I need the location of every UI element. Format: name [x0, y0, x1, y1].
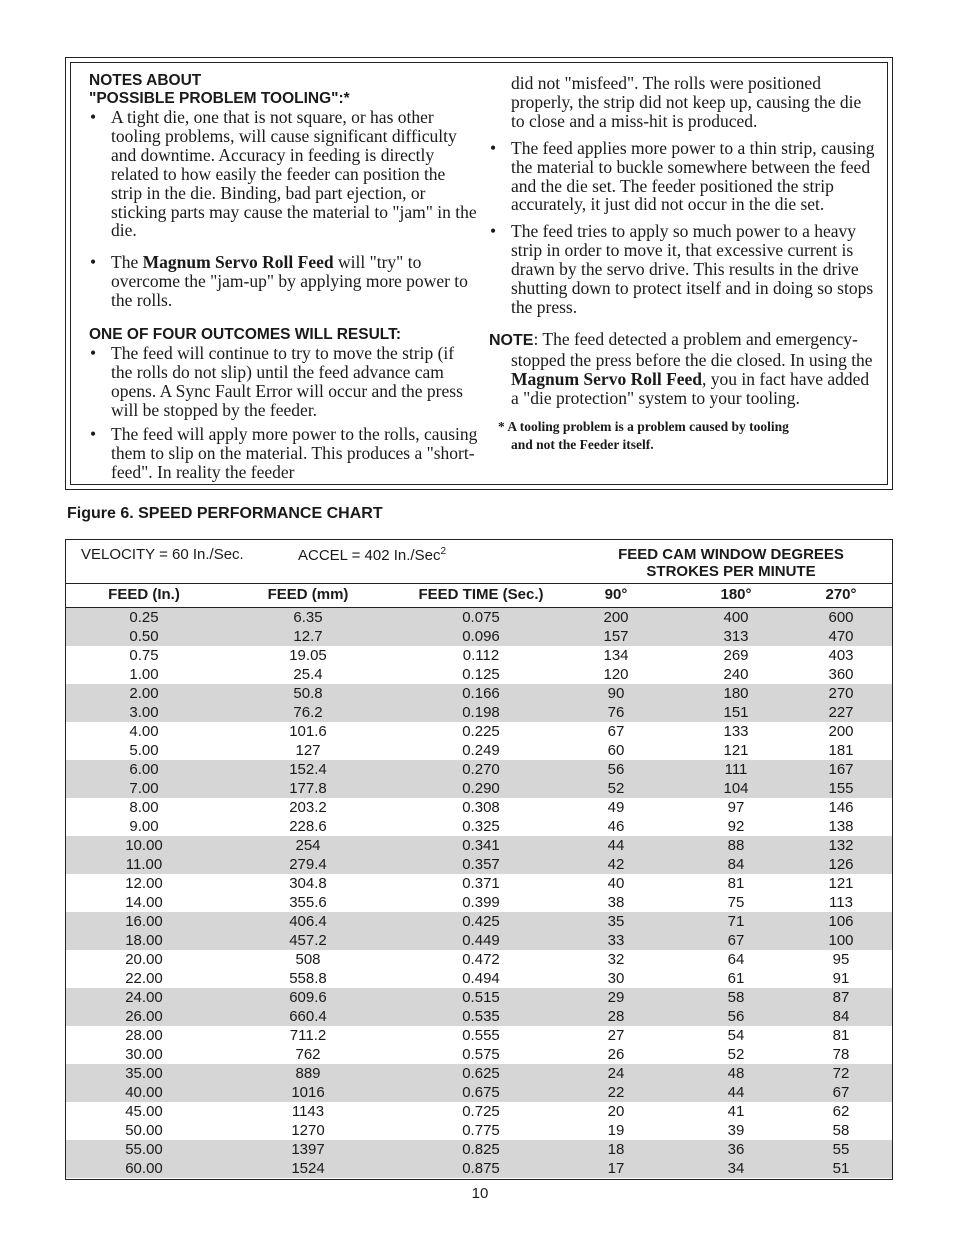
table-top-header — [66, 540, 892, 584]
note-paragraph — [489, 330, 875, 408]
table-cell: 111 — [724, 761, 748, 778]
note-rest — [489, 351, 875, 408]
bullet-text: A tight die, one that is not square, or has other tooling problems, will cause significant difficulty and downtime. Accuracy in feeding is directly related to how easily the feeder can position the strip in the die. Binding, bad part ejection, or sticking parts may cause the material to "jam" in the die. — [111, 107, 477, 241]
table-cell: 400 — [723, 609, 749, 626]
note-label: NOTE — [489, 331, 534, 349]
table-cell: 132 — [828, 837, 854, 854]
note-text-1: : The feed detected a problem and emergency- — [533, 328, 858, 349]
table-cell: 403 — [828, 647, 854, 664]
notes-heading-line-1: NOTES ABOUT — [89, 72, 202, 89]
table-cell: 0.399 — [462, 894, 500, 911]
table-cell: 12.7 — [293, 628, 323, 645]
table-cell: 0.075 — [462, 609, 500, 626]
table-cell: 200 — [828, 723, 854, 740]
table-cell: 44 — [607, 837, 625, 854]
note-text-3: , you in fact have added a "die protection" system to your tooling. — [511, 368, 870, 408]
table-cell: 33 — [607, 932, 625, 949]
table-cell: 84 — [832, 1008, 850, 1025]
column-header-270: 270° — [825, 586, 857, 603]
table-cell: 167 — [828, 761, 854, 778]
table-cell: 60 — [607, 742, 625, 759]
table-cell: 181 — [828, 742, 854, 759]
table-cell: 3.00 — [129, 704, 159, 721]
table-row — [66, 1064, 892, 1083]
table-cell: 41 — [727, 1103, 745, 1120]
table-cell: 20.00 — [125, 951, 163, 968]
table-cell: 75 — [727, 894, 745, 911]
accel-text: ACCEL = 402 In./Sec — [298, 547, 441, 564]
table-cell: 889 — [295, 1065, 321, 1082]
table-row — [66, 665, 892, 684]
column-header-feed-in: FEED (In.) — [108, 586, 180, 603]
table-cell: 58 — [832, 1122, 850, 1139]
table-cell: 22.00 — [125, 970, 163, 987]
table-cell: 54 — [727, 1027, 745, 1044]
table-cell: 22 — [607, 1084, 625, 1101]
notes-right-column — [489, 74, 875, 454]
table-cell: 60.00 — [125, 1160, 163, 1177]
table-cell: 12.00 — [125, 875, 163, 892]
speed-performance-table — [65, 539, 893, 1180]
table-cell: 200 — [603, 609, 629, 626]
bullet-icon: • — [490, 137, 497, 158]
table-cell: 52 — [607, 780, 625, 797]
table-row — [66, 855, 892, 874]
outcome-1 — [89, 344, 479, 420]
table-cell: 0.775 — [462, 1122, 500, 1139]
table-cell: 1270 — [291, 1122, 325, 1139]
table-cell: 0.515 — [462, 989, 500, 1006]
table-cell: 127 — [295, 742, 321, 759]
table-cell: 55.00 — [125, 1141, 163, 1158]
table-cell: 97 — [727, 799, 745, 816]
notes-bullet-tight-die — [89, 108, 479, 240]
table-row — [66, 798, 892, 817]
table-cell: 1016 — [291, 1084, 325, 1101]
table-cell: 42 — [607, 856, 625, 873]
table-cell: 48 — [727, 1065, 745, 1082]
table-cell: 762 — [295, 1046, 321, 1063]
table-cell: 254 — [295, 837, 321, 854]
table-cell: 36 — [727, 1141, 745, 1158]
table-cell: 0.75 — [129, 647, 159, 664]
table-cell: 18.00 — [125, 932, 163, 949]
table-cell: 58 — [727, 989, 745, 1006]
table-cell: 134 — [603, 647, 629, 664]
table-cell: 1143 — [291, 1103, 325, 1120]
table-cell: 133 — [723, 723, 749, 740]
table-cell: 177.8 — [289, 780, 327, 797]
table-cell: 61 — [727, 970, 745, 987]
table-cell: 90 — [607, 685, 625, 702]
table-cell: 71 — [727, 913, 745, 930]
footnote-line-1: * A tooling problem is a problem caused by tooling — [498, 418, 789, 434]
table-cell: 0.825 — [462, 1141, 500, 1158]
footnote-line-2: and not the Feeder itself. — [511, 436, 654, 452]
table-row — [66, 874, 892, 893]
table-cell: 7.00 — [129, 780, 159, 797]
table-row — [66, 817, 892, 836]
bullet-icon: • — [90, 423, 97, 444]
notes-inner-border — [70, 62, 888, 485]
table-cell: 0.249 — [462, 742, 500, 759]
table-cell: 0.225 — [462, 723, 500, 740]
table-cell: 100 — [828, 932, 854, 949]
table-cell: 1.00 — [129, 666, 159, 683]
table-cell: 10.00 — [125, 837, 163, 854]
table-cell: 35.00 — [125, 1065, 163, 1082]
table-cell: 1524 — [291, 1160, 325, 1177]
table-cell: 0.555 — [462, 1027, 500, 1044]
table-cell: 711.2 — [289, 1027, 327, 1044]
table-row — [66, 893, 892, 912]
bullet-text: The feed tries to apply so much power to a heavy strip in order to move it, that excessive current is drawn by the servo drive. This results in the drive shutting down to protect itself and in doing so stops the press. — [511, 221, 874, 317]
table-cell: 0.625 — [462, 1065, 500, 1082]
table-cell: 0.125 — [462, 666, 500, 683]
table-cell: 0.50 — [129, 628, 159, 645]
table-cell: 84 — [727, 856, 745, 873]
table-row — [66, 1026, 892, 1045]
table-cell: 24 — [607, 1065, 625, 1082]
table-cell: 32 — [607, 951, 625, 968]
table-cell: 0.166 — [462, 685, 500, 702]
table-cell: 0.575 — [462, 1046, 500, 1063]
table-cell: 0.875 — [462, 1160, 500, 1177]
table-row — [66, 1159, 892, 1178]
bullet-text: The feed applies more power to a thin strip, causing the material to buckle somewhere between the feed and the die set. The feeder positioned the strip accurately, it just did not occur in the die set. — [511, 137, 875, 215]
table-cell: 0.308 — [462, 799, 500, 816]
bullet-text: The feed will continue to try to move the strip (if the rolls do not slip) until the feed advance cam opens. A Sync Fault Error will occur and the press will be stopped by the feeder. — [111, 343, 463, 420]
column-header-feed-mm: FEED (mm) — [267, 586, 349, 603]
table-cell: 88 — [727, 837, 745, 854]
table-row — [66, 1045, 892, 1064]
outcomes-heading: ONE OF FOUR OUTCOMES WILL RESULT: — [89, 326, 401, 344]
table-cell: 558.8 — [289, 970, 327, 987]
table-cell: 72 — [832, 1065, 850, 1082]
accel-label — [298, 546, 446, 564]
table-cell: 600 — [828, 609, 854, 626]
table-cell: 155 — [828, 780, 854, 797]
table-cell: 19.05 — [289, 647, 327, 664]
table-cell: 26.00 — [125, 1008, 163, 1025]
table-cell: 113 — [829, 894, 853, 911]
table-cell: 40.00 — [125, 1084, 163, 1101]
table-cell: 1397 — [291, 1141, 325, 1158]
table-cell: 355.6 — [289, 894, 327, 911]
table-cell: 660.4 — [289, 1008, 327, 1025]
table-cell: 360 — [828, 666, 854, 683]
figure-title: Figure 6. SPEED PERFORMANCE CHART — [67, 505, 383, 522]
table-cell: 406.4 — [289, 913, 327, 930]
table-row — [66, 836, 892, 855]
table-cell: 25.4 — [293, 666, 323, 683]
table-cell: 20 — [607, 1103, 625, 1120]
outcome-2 — [89, 425, 479, 482]
table-row — [66, 1083, 892, 1102]
table-row — [66, 760, 892, 779]
table-cell: 30.00 — [125, 1046, 163, 1063]
table-cell: 46 — [607, 818, 625, 835]
table-row — [66, 950, 892, 969]
table-cell: 26 — [607, 1046, 625, 1063]
table-row — [66, 722, 892, 741]
outcome-3 — [489, 139, 875, 215]
table-cell: 35 — [607, 913, 625, 930]
table-cell: 8.00 — [129, 799, 159, 816]
table-cell: 45.00 — [125, 1103, 163, 1120]
table-cell: 30 — [607, 970, 625, 987]
table-cell: 0.535 — [462, 1008, 500, 1025]
velocity-label: VELOCITY = 60 In./Sec. — [81, 546, 244, 563]
table-cell: 39 — [727, 1122, 745, 1139]
outcome-2-continued — [489, 74, 875, 131]
table-cell: 38 — [607, 894, 625, 911]
table-row — [66, 741, 892, 760]
table-cell: 151 — [723, 704, 749, 721]
table-cell: 2.00 — [129, 685, 159, 702]
table-cell: 0.449 — [462, 932, 500, 949]
table-row — [66, 912, 892, 931]
table-cell: 138 — [828, 818, 854, 835]
table-cell: 0.425 — [462, 913, 500, 930]
notes-left-column — [89, 72, 479, 481]
table-row — [66, 703, 892, 722]
table-row — [66, 931, 892, 950]
cam-window-header-line-1: FEED CAM WINDOW DEGREES — [618, 546, 844, 563]
table-cell: 269 — [723, 647, 749, 664]
table-cell: 28.00 — [125, 1027, 163, 1044]
table-cell: 0.341 — [462, 837, 500, 854]
table-cell: 29 — [607, 989, 625, 1006]
cam-window-header-line-2: STROKES PER MINUTE — [646, 563, 816, 580]
table-cell: 81 — [832, 1027, 850, 1044]
table-cell: 87 — [832, 989, 850, 1006]
table-cell: 152.4 — [289, 761, 327, 778]
table-cell: 6.00 — [129, 761, 159, 778]
table-cell: 106 — [828, 913, 854, 930]
table-cell: 51 — [832, 1160, 850, 1177]
table-cell: 457.2 — [289, 932, 327, 949]
table-cell: 0.494 — [462, 970, 500, 987]
table-cell: 76.2 — [293, 704, 323, 721]
table-cell: 6.35 — [293, 609, 323, 626]
continued-text: did not "misfeed". The rolls were positioned properly, the strip did not keep up, causing the die to close and a miss-hit is produced. — [511, 73, 862, 131]
table-cell: 279.4 — [289, 856, 327, 873]
table-cell: 50.00 — [125, 1122, 163, 1139]
table-cell: 0.325 — [462, 818, 500, 835]
table-cell: 50.8 — [293, 685, 323, 702]
table-cell: 5.00 — [129, 742, 159, 759]
table-column-headers — [66, 583, 892, 608]
table-cell: 95 — [832, 951, 850, 968]
table-cell: 0.25 — [129, 609, 159, 626]
note-product-name: Magnum Servo Roll Feed — [511, 368, 703, 389]
table-cell: 18 — [607, 1141, 625, 1158]
table-row — [66, 684, 892, 703]
table-cell: 91 — [832, 970, 850, 987]
table-row — [66, 1121, 892, 1140]
table-cell: 0.472 — [462, 951, 500, 968]
table-cell: 0.112 — [462, 647, 500, 664]
table-cell: 470 — [828, 628, 854, 645]
table-row — [66, 646, 892, 665]
table-row — [66, 608, 892, 627]
table-row — [66, 627, 892, 646]
table-cell: 24.00 — [125, 989, 163, 1006]
table-cell: 78 — [832, 1046, 850, 1063]
column-header-feed-time: FEED TIME (Sec.) — [418, 586, 544, 603]
bullet-icon: • — [90, 343, 97, 364]
table-cell: 67 — [607, 723, 625, 740]
table-cell: 104 — [723, 780, 749, 797]
table-cell: 19 — [607, 1122, 625, 1139]
table-cell: 67 — [832, 1084, 850, 1101]
table-cell: 28 — [607, 1008, 625, 1025]
table-cell: 121 — [828, 875, 854, 892]
table-cell: 126 — [828, 856, 854, 873]
table-cell: 270 — [828, 685, 854, 702]
bullet-icon: • — [90, 107, 97, 127]
table-cell: 52 — [727, 1046, 745, 1063]
table-cell: 55 — [832, 1141, 850, 1158]
table-cell: 0.096 — [462, 628, 500, 645]
table-cell: 313 — [723, 628, 749, 645]
table-cell: 121 — [723, 742, 749, 759]
table-cell: 44 — [727, 1084, 745, 1101]
bullet-text-post: will "try" to overcome the "jam-up" by applying more power to the rolls. — [111, 252, 468, 311]
table-cell: 0.675 — [462, 1084, 500, 1101]
table-cell: 4.00 — [129, 723, 159, 740]
table-row — [66, 1140, 892, 1159]
table-cell: 0.290 — [462, 780, 500, 797]
column-header-180: 180° — [720, 586, 752, 603]
table-cell: 56 — [727, 1008, 745, 1025]
table-cell: 56 — [607, 761, 625, 778]
table-cell: 0.198 — [462, 704, 500, 721]
table-cell: 120 — [603, 666, 629, 683]
table-cell: 49 — [607, 799, 625, 816]
table-cell: 146 — [828, 799, 854, 816]
notes-box — [65, 57, 893, 490]
column-header-90: 90° — [604, 586, 628, 603]
table-cell: 0.725 — [462, 1103, 500, 1120]
bullet-text: The feed will apply more power to the rolls, causing them to slip on the material. This produces a "short-feed". In reality the feeder — [111, 423, 478, 482]
table-body — [66, 608, 892, 1178]
table-cell: 203.2 — [289, 799, 327, 816]
outcome-4 — [489, 222, 875, 317]
table-cell: 64 — [727, 951, 745, 968]
page-number: 10 — [471, 1185, 489, 1202]
table-cell: 0.270 — [462, 761, 500, 778]
cam-window-header — [586, 546, 876, 580]
notes-heading — [89, 72, 479, 108]
table-row — [66, 988, 892, 1007]
table-cell: 16.00 — [125, 913, 163, 930]
table-cell: 34 — [727, 1160, 745, 1177]
product-name: Magnum Servo Roll Feed — [142, 252, 334, 273]
table-cell: 11.00 — [125, 856, 163, 873]
table-cell: 17 — [607, 1160, 625, 1177]
table-row — [66, 1007, 892, 1026]
accel-superscript: 2 — [440, 546, 447, 557]
bullet-icon: • — [90, 252, 97, 273]
table-cell: 76 — [607, 704, 625, 721]
table-cell: 27 — [607, 1027, 625, 1044]
footnote — [489, 418, 875, 454]
bullet-text-pre: The — [111, 252, 143, 273]
note-text-2: stopped the press before the die closed. In using the — [511, 349, 873, 370]
table-cell: 508 — [295, 951, 321, 968]
table-cell: 40 — [607, 875, 625, 892]
table-row — [66, 1102, 892, 1121]
table-cell: 609.6 — [289, 989, 327, 1006]
notes-bullet-magnum — [89, 253, 479, 310]
table-cell: 81 — [727, 875, 745, 892]
table-cell: 304.8 — [289, 875, 327, 892]
table-cell: 0.357 — [462, 856, 500, 873]
table-cell: 67 — [727, 932, 745, 949]
table-cell: 180 — [723, 685, 749, 702]
table-cell: 14.00 — [125, 894, 163, 911]
table-cell: 0.371 — [462, 875, 500, 892]
table-cell: 9.00 — [129, 818, 159, 835]
table-cell: 62 — [832, 1103, 850, 1120]
table-cell: 92 — [727, 818, 745, 835]
table-cell: 227 — [828, 704, 854, 721]
table-row — [66, 969, 892, 988]
bullet-icon: • — [490, 221, 497, 242]
table-cell: 240 — [723, 666, 749, 683]
table-cell: 101.6 — [289, 723, 327, 740]
table-cell: 228.6 — [289, 818, 327, 835]
table-cell: 157 — [603, 628, 629, 645]
table-row — [66, 779, 892, 798]
notes-heading-line-2: "POSSIBLE PROBLEM TOOLING":* — [89, 90, 350, 107]
